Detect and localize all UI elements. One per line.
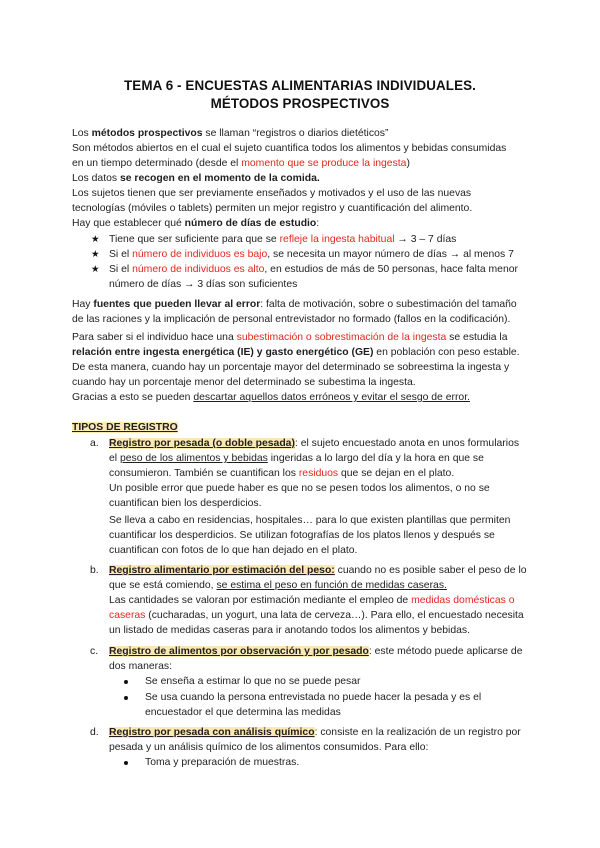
intro-line-3: en un tiempo determinado (desde el momento que se produce la ingesta): [72, 158, 410, 169]
item-a-line-6: Se lleva a cabo en residencias, hospitales… para lo que existen plantillas que permiten: [109, 515, 511, 526]
section-heading: TIPOS DE REGISTRO: [72, 422, 178, 433]
item-b-line-1: Registro alimentario por estimación del peso: cuando no es posible saber el peso de lo: [109, 565, 527, 576]
intro-line-1: Los métodos prospectivos se llaman “registros o diarios dietéticos”: [72, 128, 389, 139]
page-title-line-1: TEMA 6 - ENCUESTAS ALIMENTARIAS INDIVIDUALES.: [124, 78, 476, 93]
errors-line-7: Gracias a esto se pueden descartar aquellos datos erróneos y evitar el sesgo de error.: [72, 392, 470, 403]
bullet-item-1: Tiene que ser suficiente para que se refleje la ingesta habitual → 3 – 7 días: [109, 234, 457, 245]
errors-line-2: de las raciones y la implicación de personal entrevistador no formado (fallos en la codificación).: [72, 314, 511, 325]
bullet-item-2: Si el número de individuos es bajo, se necesita un mayor número de días → al menos 7: [109, 249, 514, 260]
bullet-item-3: Si el número de individuos es alto, en estudios de más de 50 personas, hace falta menor: [109, 264, 518, 275]
list-label-a: a.: [90, 438, 99, 449]
star-bullet-icon: ★: [91, 264, 100, 275]
intro-line-6: tecnologías (móviles o tablets) permiten un mejor registro y cuantificación del alimento.: [72, 203, 473, 214]
errors-line-5: De esta manera, cuando hay un porcentaje mayor del determinado se sobreestima la ingesta y: [72, 362, 510, 373]
item-d-line-2: pesada y un análisis químico de los alimentos consumidos. Para ello:: [109, 742, 429, 753]
item-c-sub-1: Se enseña a estimar lo que no se puede pesar: [145, 676, 361, 687]
errors-line-3: Para saber si el individuo hace una subestimación o sobrestimación de la ingesta se estudia la: [72, 332, 508, 343]
item-c-sub-2: Se usa cuando la persona entrevistada no puede hacer la pesada y es el: [145, 692, 482, 703]
intro-line-5: Los sujetos tienen que ser previamente enseñados y motivados y el uso de las nuevas: [72, 188, 472, 199]
intro-line-4: Los datos se recogen en el momento de la comida.: [72, 173, 320, 184]
item-a-line-5: cuantifican bien los desperdicios.: [109, 498, 262, 509]
bullet-dot-icon: [124, 761, 128, 765]
item-a-line-2: el peso de los alimentos y bebidas ingeridas a lo largo del día y la hora en que se: [109, 453, 484, 464]
bullet-dot-icon: [124, 680, 128, 684]
item-d-sub-1: Toma y preparación de muestras.: [145, 757, 300, 768]
item-a-line-3: consumieron. También se cuantifican los residuos que se dejan en el plato.: [109, 468, 455, 479]
errors-line-1: Hay fuentes que pueden llevar al error: falta de motivación, sobre o subestimación del tamaño: [72, 299, 517, 310]
intro-line-7: Hay que establecer qué número de días de estudio:: [72, 218, 320, 229]
list-label-b: b.: [90, 565, 99, 576]
star-bullet-icon: ★: [91, 249, 100, 260]
list-label-c: c.: [90, 646, 99, 657]
item-b-line-4: caseras (cucharadas, un yogurt, una lata de cerveza…). Para ello, el encuestado necesita: [109, 610, 524, 621]
item-c-line-1: Registro de alimentos por observación y por pesado: este método puede aplicarse de: [109, 646, 523, 657]
item-c-line-2: dos maneras:: [109, 661, 172, 672]
item-b-line-2: que se está comiendo, se estima el peso en función de medidas caseras.: [109, 580, 447, 591]
item-a-line-4: Un posible error que puede haber es que no se pesen todos los alimentos, o no se: [109, 483, 490, 494]
item-a-line-1: Registro por pesada (o doble pesada): el sujeto encuestado anota en unos formularios: [109, 438, 520, 449]
item-a-line-7: cuantificar los desperdicios. Se utilizan fotografías de los platos llenos y después se: [109, 530, 495, 541]
page-title-line-2: MÉTODOS PROSPECTIVOS: [210, 96, 390, 111]
list-label-d: d.: [90, 727, 99, 738]
item-d-line-1: Registro por pesada con análisis químico: consiste en la realización de un registro por: [109, 727, 521, 738]
intro-line-2: Son métodos abiertos en el cual el sujeto cuantifica todos los alimentos y bebidas consumidas: [72, 143, 507, 154]
bullet-dot-icon: [124, 696, 128, 700]
item-b-line-5: un listado de medidas caseras para ir anotando todos los alimentos y bebidas.: [109, 625, 471, 636]
bullet-item-3-cont: número de días → 3 días son suficientes: [109, 279, 298, 290]
errors-line-4: relación entre ingesta energética (IE) y gasto energético (GE) en población con peso estable.: [72, 347, 520, 358]
item-a-line-8: cuantifican con fotos de lo que han dejado en el plato.: [109, 545, 358, 556]
errors-line-6: cuando hay un porcentaje menor del determinado se subestima la ingesta.: [72, 377, 416, 388]
star-bullet-icon: ★: [91, 234, 100, 245]
item-c-sub-2-cont: encuestador el que determina las medidas: [145, 707, 341, 718]
item-b-line-3: Las cantidades se valoran por estimación mediante el empleo de medidas domésticas o: [109, 595, 515, 606]
